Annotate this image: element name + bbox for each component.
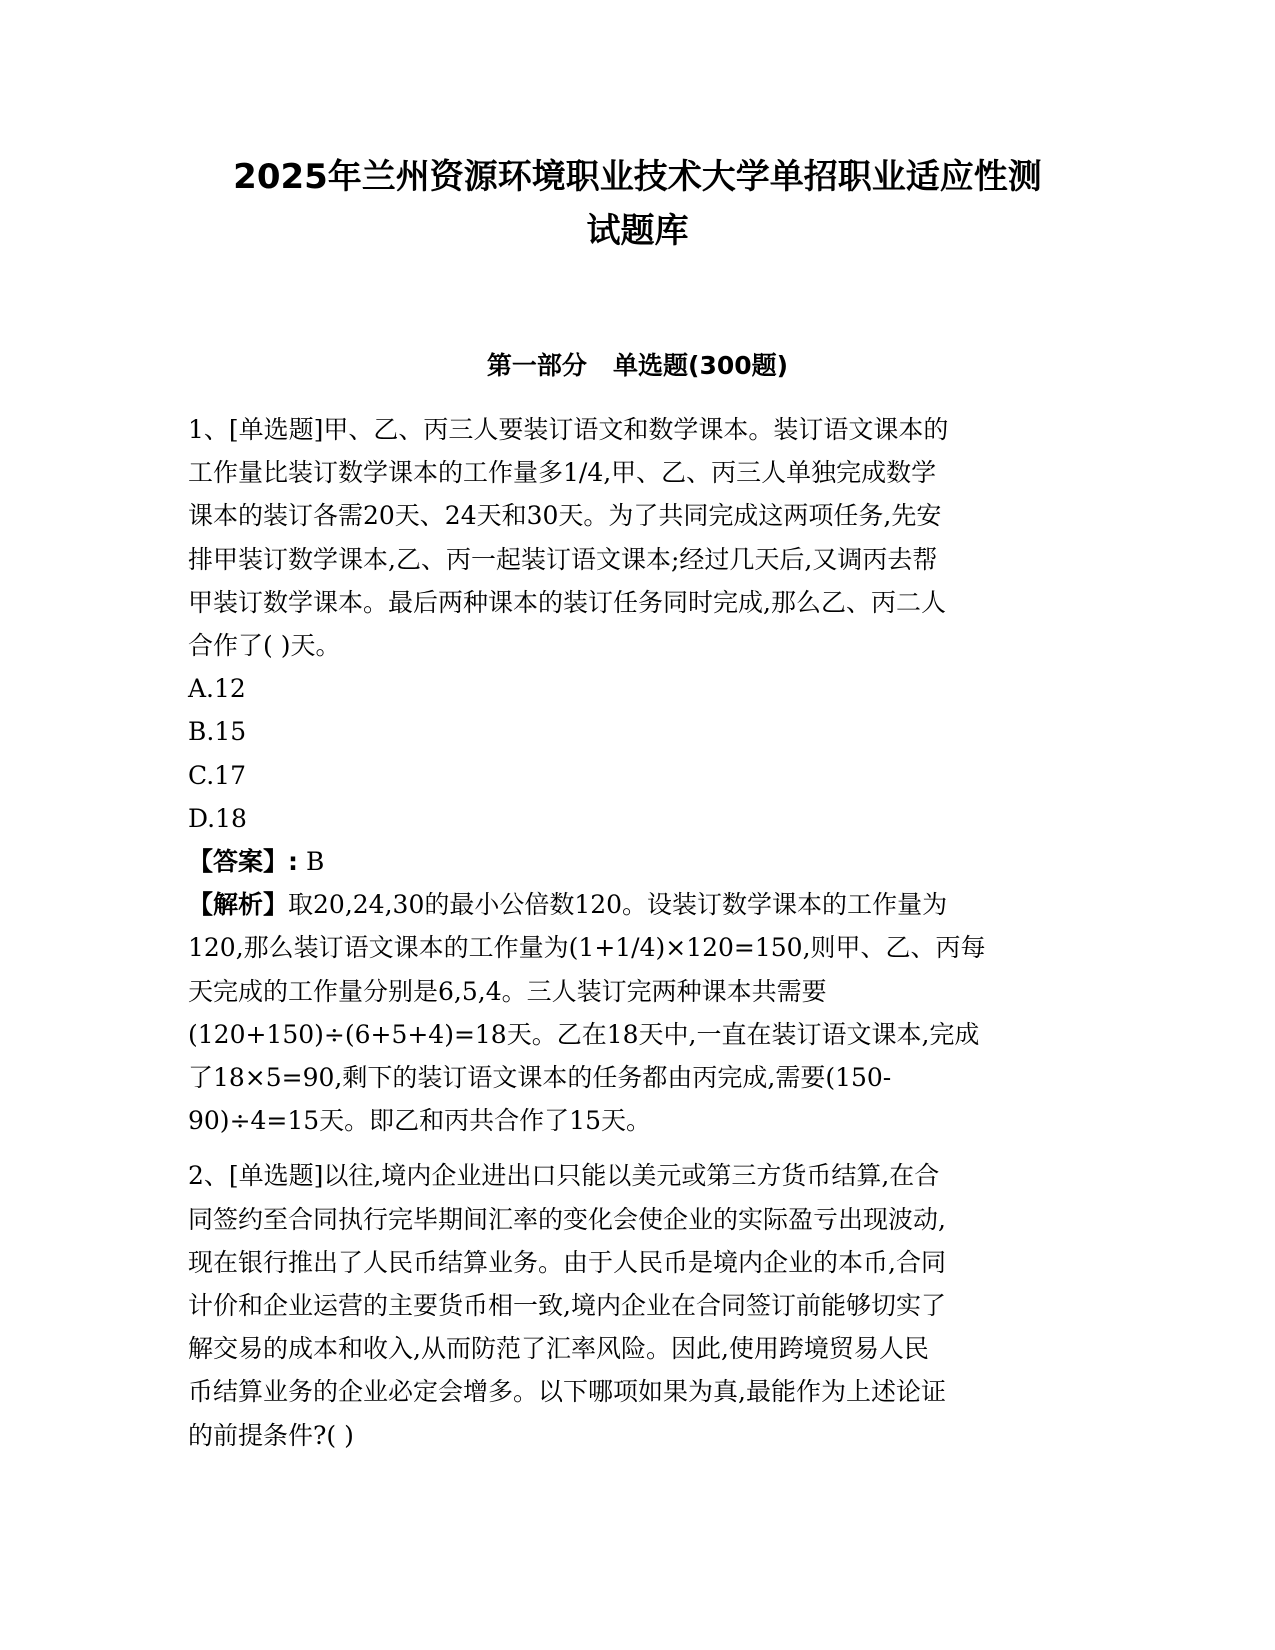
analysis-line: 天完成的工作量分别是6,5,4。三人装订完两种课本共需要 [188,976,827,1006]
question-2-stem-line: 同签约至合同执行完毕期间汇率的变化会使企业的实际盈亏出现波动, [188,1204,946,1234]
analysis-line: 120,那么装订语文课本的工作量为(1+1/4)×120=150,则甲、乙、丙每 [188,933,986,963]
analysis-line [188,883,1088,926]
question-1-stem-line: 工作量比装订数学课本的工作量多1/4,甲、乙、丙三人单独完成数学 [188,458,937,488]
answer-line [188,840,1088,883]
question-2-stem-line: 现在银行推出了人民币结算业务。由于人民币是境内企业的本币,合同 [188,1247,946,1277]
question-spacer [188,1142,1088,1154]
document-title-line-1: 2025年兰州资源环境职业技术大学单招职业适应性测 [233,157,1042,197]
question-1-stem-line: 排甲装订数学课本,乙、丙一起装订语文课本;经过几天后,又调丙去帮 [188,544,938,574]
analysis-block [188,883,1088,1142]
question-2-stem-line: 的前提条件?( ) [188,1420,354,1450]
option-d: D.18 [188,803,247,833]
analysis-label: 【解析】 [188,890,289,920]
question-1-stem [188,408,1088,667]
question-2-stem-line: 解交易的成本和收入,从而防范了汇率风险。因此,使用跨境贸易人民 [188,1334,929,1364]
question-1 [188,408,1088,1142]
question-1-stem-line: 合作了( )天。 [188,631,341,661]
option-a: A.12 [188,674,246,704]
answer-separator: : [288,847,299,877]
section-title: 第一部分 单选题(300题) [486,351,789,380]
document-title [170,150,1105,258]
question-2 [188,1154,1088,1456]
document-title-line-2: 试题库 [586,211,689,251]
analysis-line: 90)÷4=15天。即乙和丙共合作了15天。 [188,1106,651,1136]
question-1-options [188,667,1088,840]
question-1-stem-line: 课本的装订各需20天、24天和30天。为了共同完成这两项任务,先安 [188,501,942,531]
analysis-line: 了18×5=90,剩下的装订语文课本的任务都由丙完成,需要(150- [188,1063,892,1093]
answer-label: 【答案】 [188,847,289,877]
analysis-line: (120+150)÷(6+5+4)=18天。乙在18天中,一直在装订语文课本,完成 [188,1019,980,1049]
question-list [188,408,1088,1457]
question-2-stem-line: 计价和企业运营的主要货币相一致,境内企业在合同签订前能够切实了 [188,1291,946,1321]
option-c: C.17 [188,760,246,790]
question-1-stem-line: 1、[单选题]甲、乙、丙三人要装订语文和数学课本。装订语文课本的 [188,415,949,444]
question-1-stem-line: 甲装订数学课本。最后两种课本的装订任务同时完成,那么乙、丙二人 [188,587,946,617]
question-2-stem [188,1154,1088,1456]
option-b: B.15 [188,717,247,747]
question-2-stem-line: 币结算业务的企业必定会增多。以下哪项如果为真,最能作为上述论证 [188,1377,946,1407]
answer-value: B [305,847,325,877]
analysis-text: 取20,24,30的最小公倍数120。设装订数学课本的工作量为 [288,890,948,920]
question-2-stem-line: 2、[单选题]以往,境内企业进出口只能以美元或第三方货币结算,在合 [188,1161,940,1191]
